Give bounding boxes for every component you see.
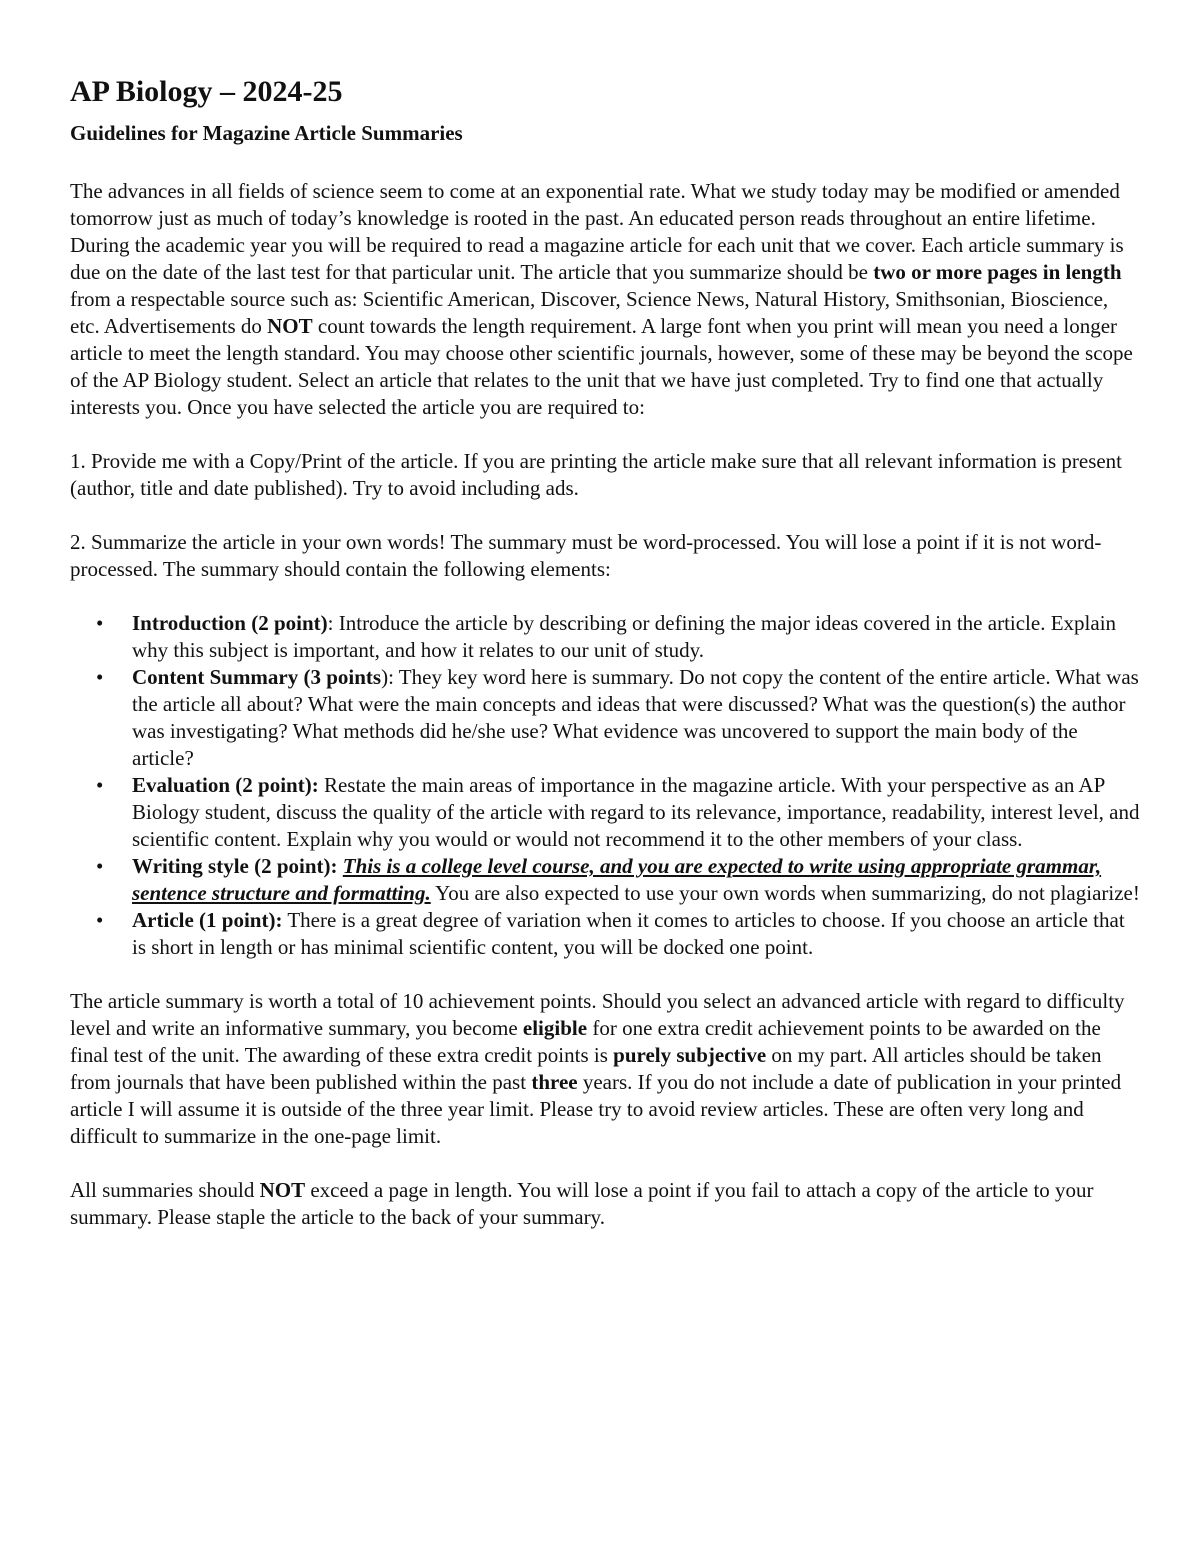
intro-bold-length: two or more pages in length bbox=[873, 260, 1122, 284]
closing-text-1: The article summary is worth a total of 10 achievement points. Should you select an advanced article with regard to difficulty level and write an informative summary, you become bbox=[70, 989, 1125, 1040]
intro-bold-not: NOT bbox=[267, 314, 313, 338]
bullet-icon: • bbox=[96, 908, 104, 932]
page-subtitle: Guidelines for Magazine Article Summaries bbox=[70, 121, 463, 145]
closing-text-4: years. If you do not include a date of publication in your printed article I will assume it is outside of the three year limit. Please try to avoid review articles. These are often very long and difficult to summarize in the one-page limit. bbox=[70, 1070, 1122, 1148]
intro-text-2: from a respectable source such as: Scientific American, Discover, Science News, Natural History, Smithsonian, Bioscience, etc. Advertisements do bbox=[70, 287, 1109, 338]
list-item-writing-style bbox=[70, 853, 1140, 907]
element-text: ): They key word here is summary. Do not copy the content of the entire article. What was the article all about? What were the main concepts and ideas that were discussed? What was the question(s) the author was investigating? What methods did he/she use? What evidence was uncovered to support the main body of the article? bbox=[132, 665, 1139, 770]
final-paragraph bbox=[70, 1177, 1140, 1231]
element-text: There is a great degree of variation when it comes to articles to choose. If you choose an article that is short in length or has minimal scientific content, you will be docked one point. bbox=[132, 908, 1125, 959]
list-item-article bbox=[70, 907, 1140, 961]
closing-text-2: for one extra credit achievement points to be awarded on the final test of the unit. The awarding of these extra credit points is bbox=[70, 1016, 1101, 1067]
element-emphasis: This is a college level course, and you are expected to write using appropriate grammar, sentence structure and formatting. bbox=[132, 854, 1102, 905]
closing-paragraph bbox=[70, 988, 1140, 1150]
bullet-icon: • bbox=[96, 611, 104, 635]
bullet-icon: • bbox=[96, 854, 104, 878]
element-text: : Introduce the article by describing or defining the major ideas covered in the article. Explain why this subject is important, and how it relates to our unit of study. bbox=[132, 611, 1117, 662]
final-text-2: exceed a page in length. You will lose a point if you fail to attach a copy of the article to your summary. Please staple the article to the back of your summary. bbox=[70, 1178, 1094, 1229]
page-title: AP Biology – 2024-25 bbox=[70, 75, 343, 108]
closing-bold-subjective: purely subjective bbox=[613, 1043, 767, 1067]
bullet-icon: • bbox=[96, 665, 104, 689]
summary-elements-list bbox=[70, 610, 1140, 961]
final-text-1: All summaries should bbox=[70, 1178, 260, 1202]
element-label: Evaluation (2 point): bbox=[132, 773, 319, 797]
bullet-icon: • bbox=[96, 773, 104, 797]
list-item-introduction bbox=[70, 610, 1140, 664]
step-1-paragraph: 1. Provide me with a Copy/Print of the article. If you are printing the article make sure that all relevant information is present (author, title and date published). Try to avoid including ads. bbox=[70, 449, 1123, 500]
element-label: Content Summary (3 points bbox=[132, 665, 382, 689]
closing-bold-eligible: eligible bbox=[522, 1016, 588, 1040]
final-bold-not: NOT bbox=[259, 1178, 306, 1202]
element-label: Writing style (2 point): bbox=[132, 854, 338, 878]
list-item-evaluation bbox=[70, 772, 1140, 853]
intro-text-3: count towards the length requirement. A large font when you print will mean you need a longer article to meet the length standard. You may choose other scientific journals, however, some of these may be beyond the scope of the AP Biology student. Select an article that relates to the unit that we have just completed. Try to find one that actually interests you. Once you have selected the article you are required to: bbox=[70, 314, 1133, 419]
closing-bold-three: three bbox=[531, 1070, 578, 1094]
element-label: Introduction (2 point) bbox=[132, 611, 328, 635]
element-label: Article (1 point): bbox=[132, 908, 283, 932]
element-text: Restate the main areas of importance in the magazine article. With your perspective as an AP Biology student, discuss the quality of the article with regard to its relevance, importance, readability, interest level, and scientific content. Explain why you would or would not recommend it to the other members of your class. bbox=[132, 773, 1140, 851]
step-2-paragraph: 2. Summarize the article in your own words! The summary must be word-processed. You will lose a point if it is not word-processed. The summary should contain the following elements: bbox=[70, 530, 1102, 581]
element-text: You are also expected to use your own words when summarizing, do not plagiarize! bbox=[430, 881, 1140, 905]
intro-text-1: The advances in all fields of science seem to come at an exponential rate. What we study today may be modified or amended tomorrow just as much of today’s knowledge is rooted in the past. An educated person reads throughout an entire lifetime. During the academic year you will be required to read a magazine article for each unit that we cover. Each article summary is due on the date of the last test for that particular unit. The article that you summarize should be bbox=[70, 179, 1124, 284]
list-item-content-summary bbox=[70, 664, 1140, 772]
closing-text-3: on my part. All articles should be taken from journals that have been published within the past bbox=[70, 1043, 1102, 1094]
intro-paragraph bbox=[70, 178, 1140, 421]
